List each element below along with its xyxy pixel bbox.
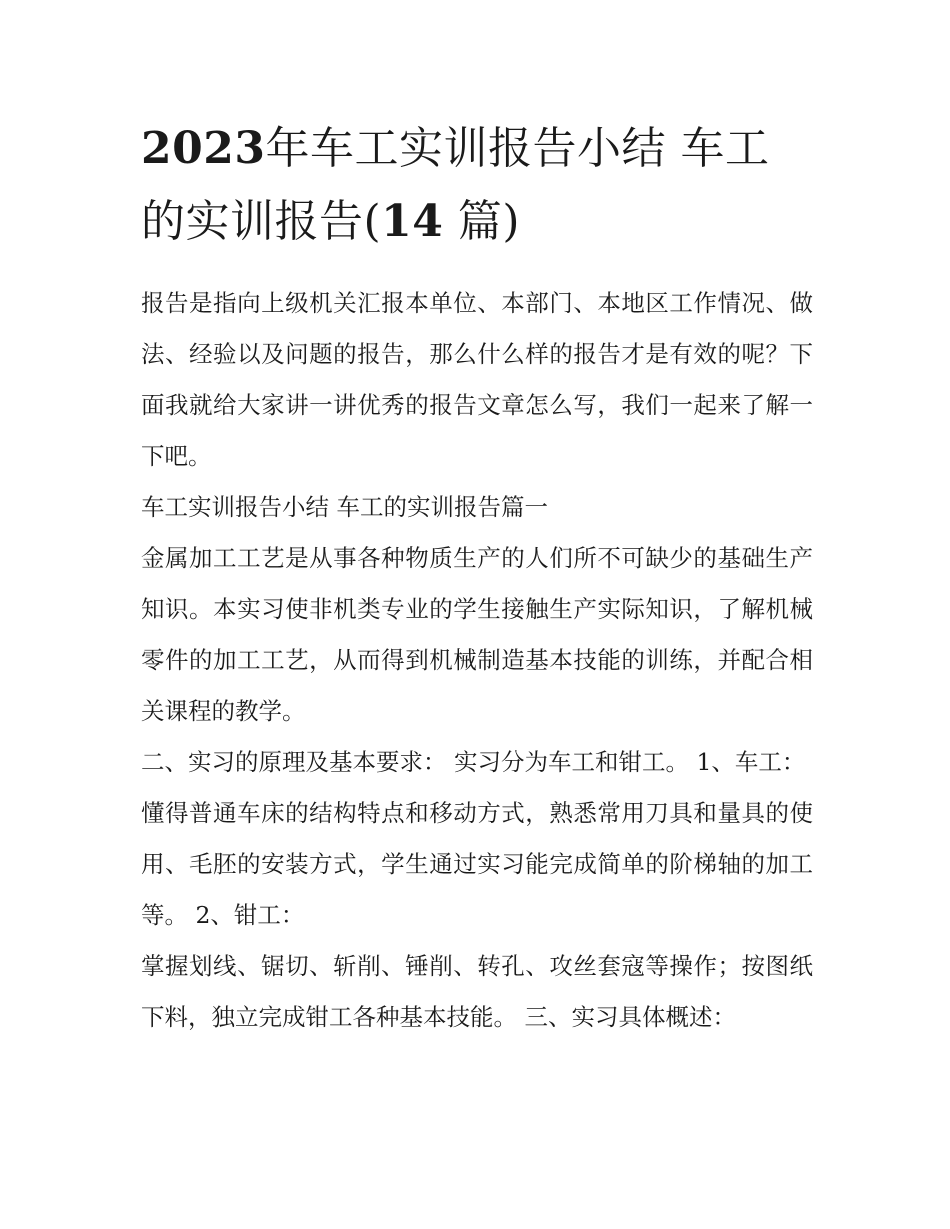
section-heading: 车工实训报告小结 车工的实训报告篇一 <box>141 493 548 521</box>
document-body <box>141 112 813 1043</box>
title-count: 14 <box>381 196 444 247</box>
body-paragraph: 掌握划线、锯切、斩削、锤削、转孔、攻丝套寇等操作；按图纸下料，独立完成钳工各种基本技能。 三、实习具体概述： <box>141 952 813 1031</box>
title-year: 2023 <box>141 123 266 174</box>
title-text: 年车工实训报告小结 车工的实训报告( <box>141 123 770 247</box>
title-suffix: 篇) <box>443 196 521 247</box>
intro-paragraph: 报告是指向上级机关汇报本单位、本部门、本地区工作情况、做法、经验以及问题的报告，那么什么样的报告才是有效的呢？下面我就给大家讲一讲优秀的报告文章怎么写，我们一起来了解一下吧。 <box>141 289 813 470</box>
body-paragraph: 金属加工工艺是从事各种物质生产的人们所不可缺少的基础生产知识。本实习使非机类专业的学生接触生产实际知识，了解机械零件的加工工艺，从而得到机械制造基本技能的训练，并配合相关课程的教学。 <box>141 544 813 725</box>
body-paragraph: 懂得普通车床的结构特点和移动方式，熟悉常用刀具和量具的使用、毛胚的安装方式，学生通过实习能完成简单的阶梯轴的加工等。 2、钳工： <box>141 799 813 929</box>
body-paragraph: 二、实习的原理及基本要求： 实习分为车工和钳工。 1、车工： <box>141 748 806 776</box>
document-title <box>141 112 813 258</box>
